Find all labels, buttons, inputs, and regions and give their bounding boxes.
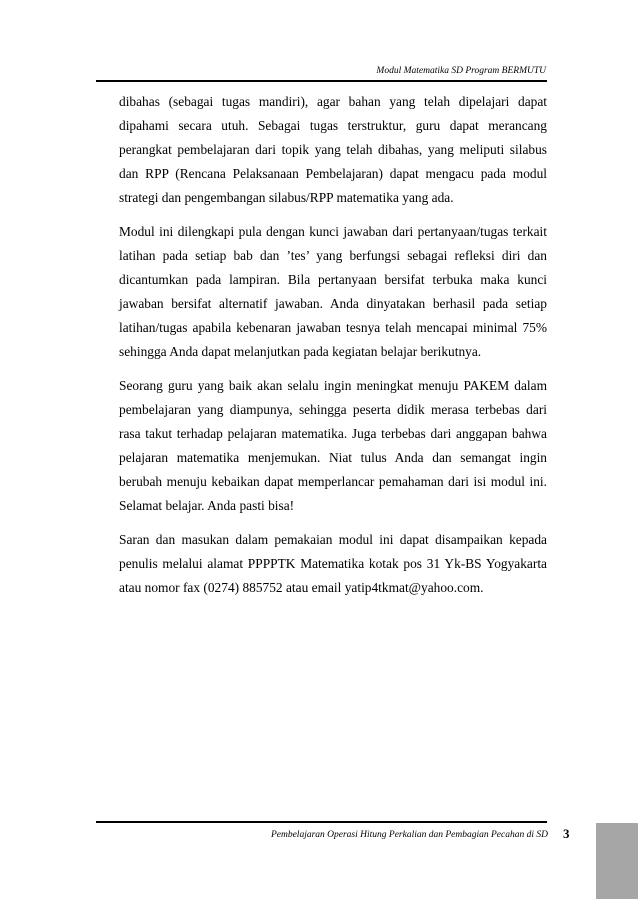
footer-text: Pembelajaran Operasi Hitung Perkalian dan Pembagian Pecahan di SD — [270, 830, 548, 840]
paragraph-2: Modul ini dilengkapi pula dengan kunci jawaban dari pertanyaan/tugas terkait latihan pada setiap bab dan ’tes’ yang berfungsi sebagai refleksi diri dan dicantumkan pada lampiran. Bila pertanyaan bersifat terbuka maka kunci jawaban bersifat alternatif jawaban. Anda dinyatakan berhasil pada setiap latihan/tugas apabila kebenaran jawaban tesnya telah mencapai minimal 75% sehingga Anda dapat melanjutkan pada kegiatan belajar berikutnya. — [119, 224, 547, 359]
body-text — [119, 90, 547, 610]
header-title: Modul Matematika SD Program BERMUTU — [376, 66, 546, 76]
paragraph-4: Saran dan masukan dalam pemakaian modul ini dapat disampaikan kepada penulis melalui alamat PPPPTK Matematika kotak pos 31 Yk-BS Yogyakarta atau nomor fax (0274) 885752 atau email yatip4tkmat@yahoo.com. — [119, 532, 547, 595]
footer-rule — [96, 821, 547, 823]
paragraph-3: Seorang guru yang baik akan selalu ingin meningkat menuju PAKEM dalam pembelajaran yang diampunya, sehingga peserta didik merasa terbebas dari rasa takut terhadap pelajaran matematika. Juga terbebas dari anggapan bahwa pelajaran matematika menjemukan. Niat tulus Anda dan semangat ingin berubah menuju kebaikan dapat memperlancar pemahaman dari isi modul ini. Selamat belajar. Anda pasti bisa! — [119, 378, 547, 513]
page-number: 3 — [563, 826, 570, 841]
paragraph-1: dibahas (sebagai tugas mandiri), agar bahan yang telah dipelajari dapat dipahami secara utuh. Sebagai tugas terstruktur, guru dapat merancang perangkat pembelajaran dari topik yang telah dibahas, yang meliputi silabus dan RPP (Rencana Pelaksanaan Pembelajaran) dapat mengacu pada modul strategi dan pengembangan silabus/RPP matematika yang ada. — [119, 94, 547, 205]
corner-block — [596, 823, 638, 899]
header-rule — [96, 80, 547, 82]
